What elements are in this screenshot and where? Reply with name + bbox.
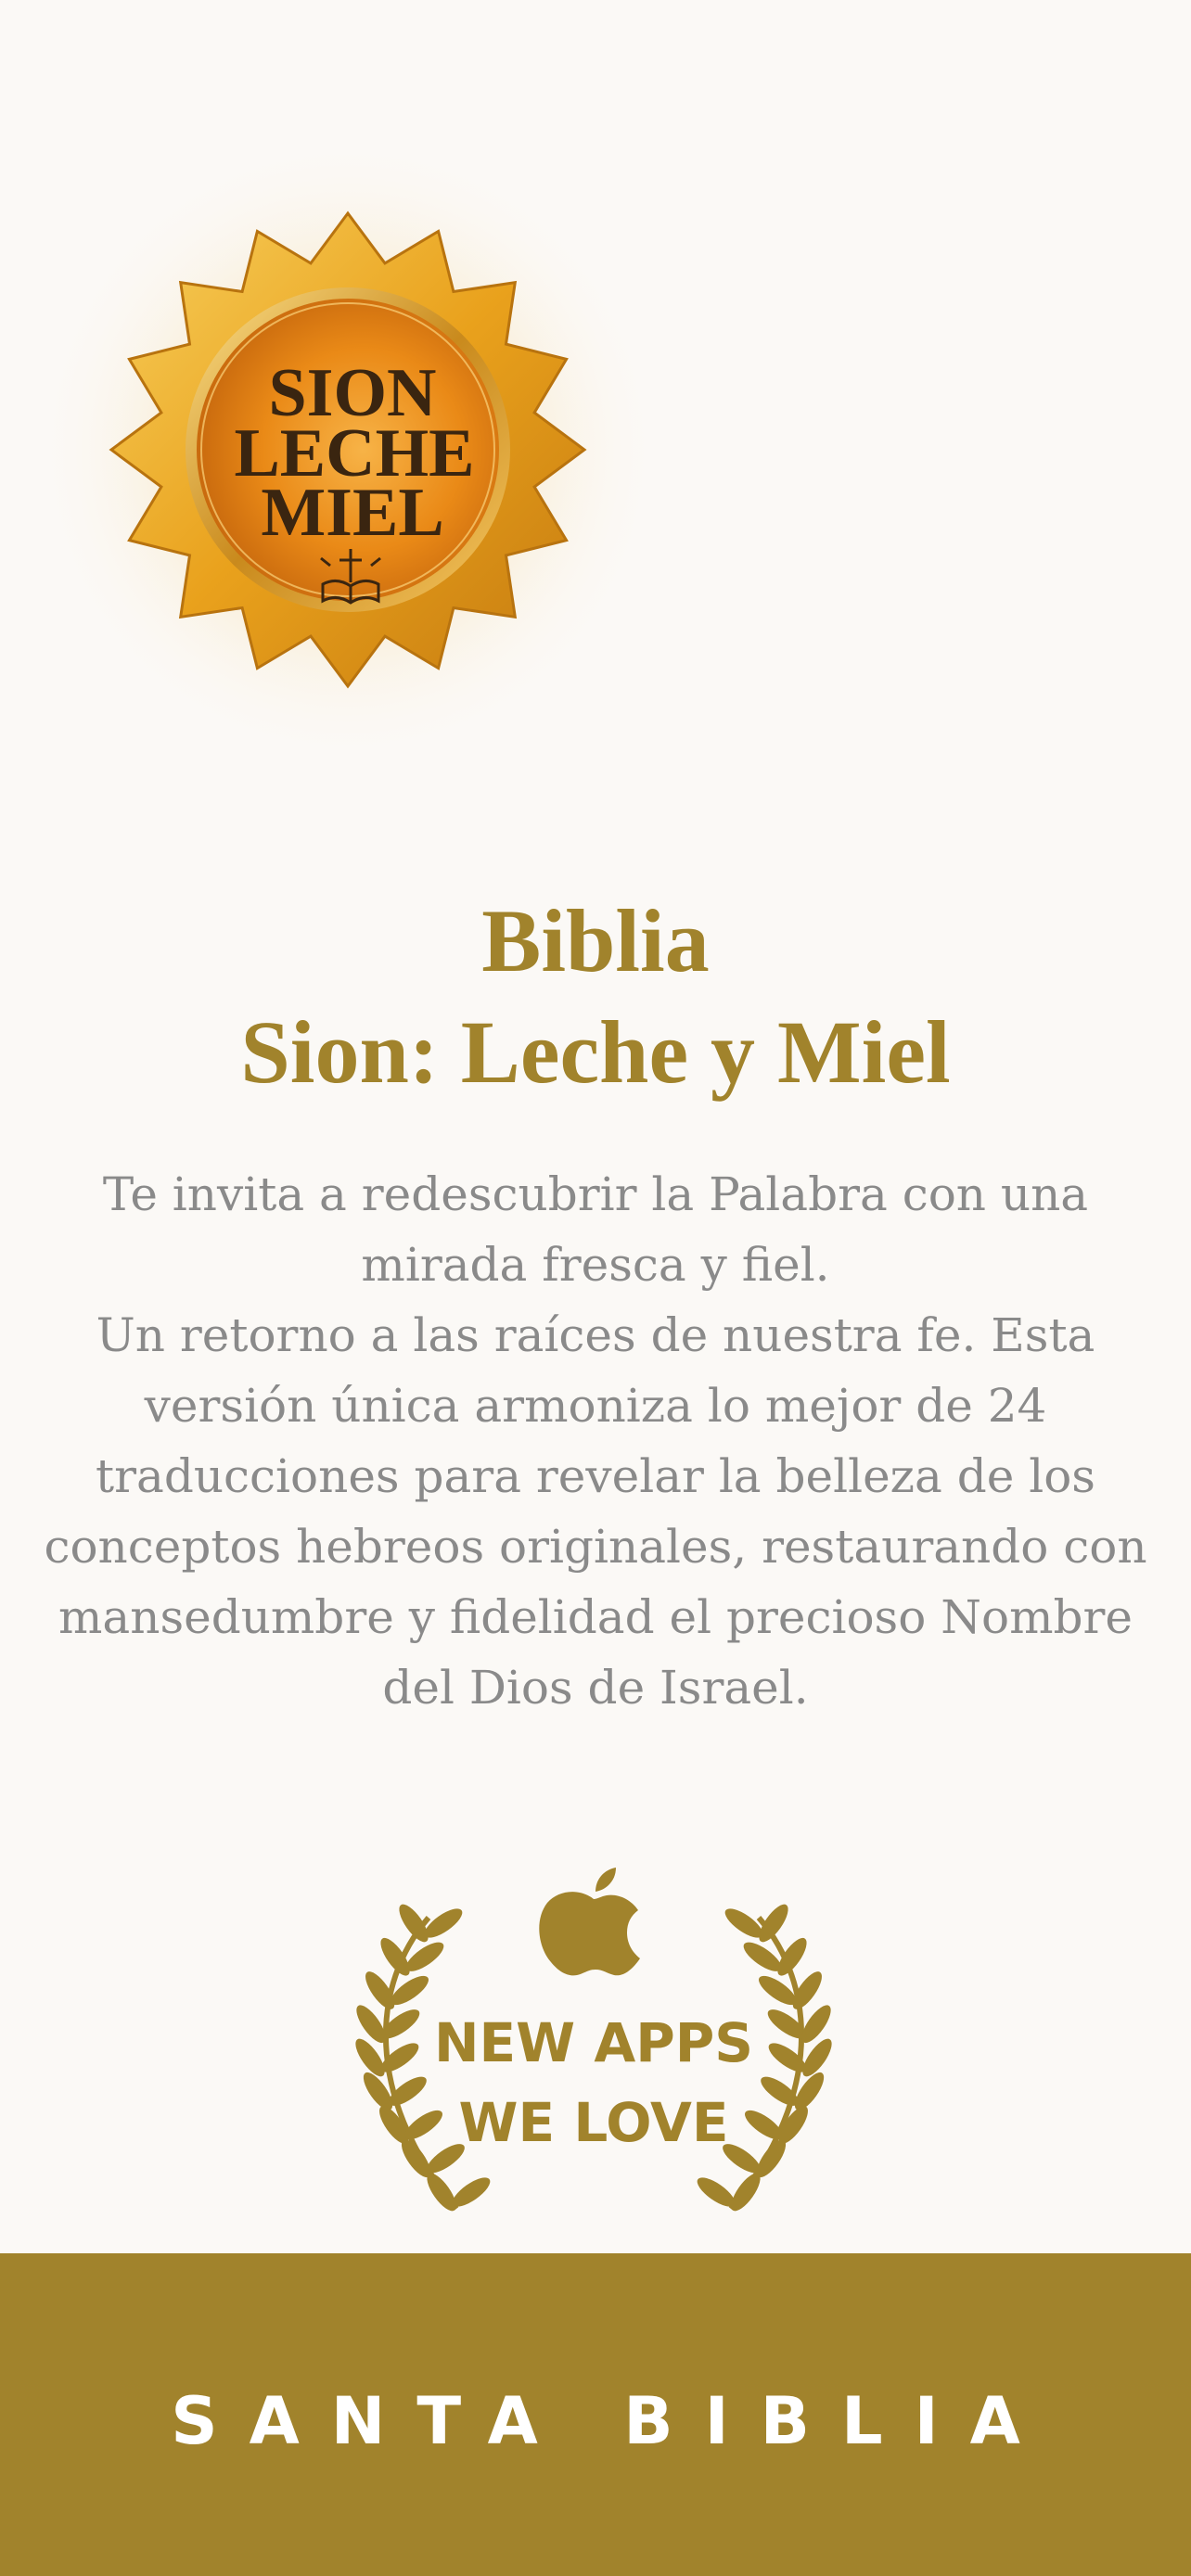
- seal-text-leche: LECHE: [234, 415, 475, 491]
- app-title: [0, 886, 1191, 1108]
- footer-label: SANTA BIBLIA: [171, 2383, 1052, 2459]
- new-apps-we-love-award: [315, 1855, 872, 2225]
- seal-text-sion: SION: [268, 355, 437, 431]
- apple-icon: [539, 1868, 640, 1975]
- seal-text-miel: MIEL: [261, 475, 444, 551]
- description-body: Un retorno a las raíces de nuestra fe. Esta versión única armoniza lo mejor de 24 traducciones para revelar la belleza de los conceptos hebreos originales, restaurando con mansedumbre y fidelidad el precioso Nombre del Dios de Israel.: [44, 1308, 1147, 1715]
- footer-banner: [0, 2253, 1191, 2576]
- title-line-2: Sion: Leche y Miel: [240, 1002, 951, 1102]
- title-line-1: Biblia: [481, 891, 710, 990]
- award-line-2: WE LOVE: [458, 2091, 729, 2154]
- app-description: [19, 1159, 1172, 1723]
- award-line-1: NEW APPS: [433, 2011, 753, 2074]
- sion-leche-miel-seal-icon: [28, 130, 668, 770]
- app-logo-seal: [28, 130, 668, 770]
- description-intro: Te invita a redescubrir la Palabra con una mirada fresca y fiel.: [102, 1167, 1089, 1292]
